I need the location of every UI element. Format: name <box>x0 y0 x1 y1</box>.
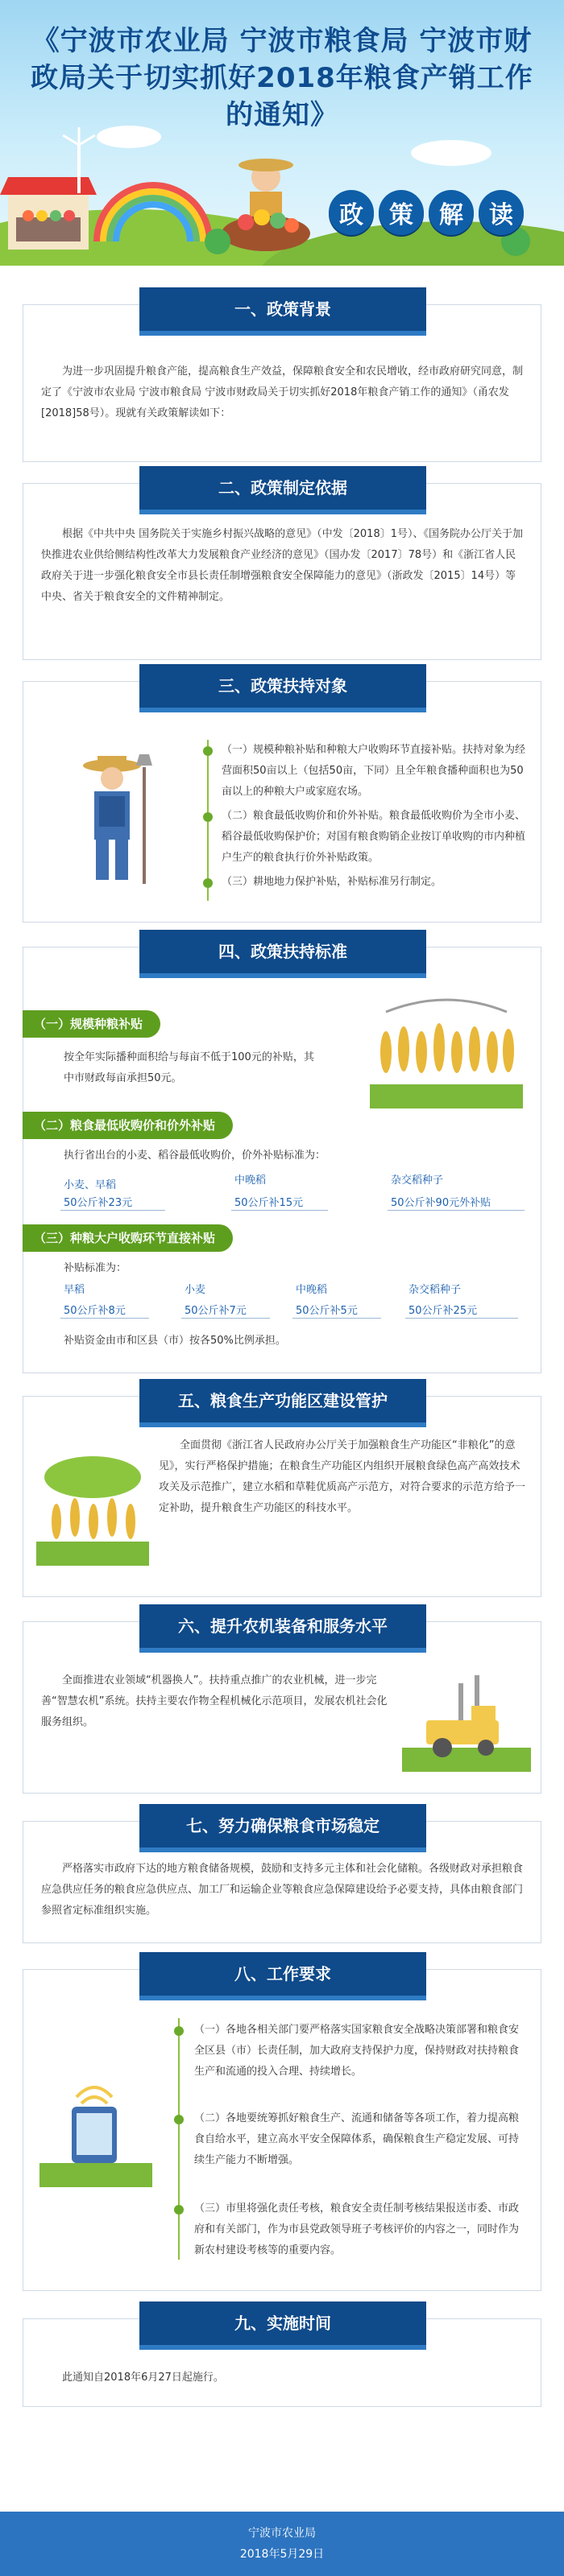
divider <box>60 1318 149 1319</box>
section-standards <box>23 942 541 1373</box>
crop-name: 小麦 <box>185 1284 206 1296</box>
divider <box>60 1210 165 1211</box>
smart-farming-icon <box>39 2074 152 2187</box>
subsidy-value: 50公斤补8元 <box>64 1305 126 1317</box>
section-requirements <box>23 1964 541 2291</box>
footer-org: 宁波市农业局 <box>248 2527 316 2540</box>
subsidy-value: 50公斤补25元 <box>408 1305 478 1317</box>
crop-name: 杂交稻种子 <box>391 1174 444 1187</box>
farmer-icon <box>56 751 176 888</box>
subsidy-value: 50公斤补23元 <box>64 1197 133 1209</box>
policy-interpretation-badge <box>329 190 524 235</box>
section-heading: 八、工作要求 <box>139 1952 426 1996</box>
divider <box>405 1318 518 1319</box>
section-text: 此通知自2018年6月27日起施行。 <box>62 2372 224 2384</box>
subsidy-value: 50公斤补90元外补贴 <box>391 1197 491 1209</box>
crop-name: 早稻 <box>64 1284 85 1296</box>
crop-name: 小麦、早稻 <box>64 1179 117 1191</box>
badge-char: 读 <box>479 190 524 235</box>
header-banner <box>0 0 564 266</box>
timeline-dot <box>174 2115 184 2124</box>
footer <box>0 2512 564 2576</box>
section-heading: 九、实施时间 <box>139 2301 426 2345</box>
section-heading: 五、粮食生产功能区建设管护 <box>139 1379 426 1422</box>
section-effective-date <box>23 2314 541 2407</box>
funding-note: 补贴资金由市和区县（市）按各50%比例承担。 <box>64 1335 286 1347</box>
section-text: 为进一步巩固提升粮食产能，提高粮食生产效益，保障粮食安全和农民增收，经市政府研究同意，制定了《宁波市农业局 宁波市粮食局 宁波市财政局关于切实抓好2018年粮食产销工作的通知》（甬农发[2018]58号）。现就有关政策解读如下： <box>41 365 524 419</box>
subsection-text: 补贴标准为： <box>64 1262 127 1274</box>
subsection-label: （二）粮食最低收购价和价外补贴 <box>23 1112 233 1139</box>
timeline-dot <box>203 812 213 822</box>
divider <box>231 1210 328 1211</box>
footer-date: 2018年5月29日 <box>239 2548 325 2561</box>
subsidy-value: 50公斤补5元 <box>296 1305 358 1317</box>
subsidy-value: 50公斤补7元 <box>185 1305 247 1317</box>
section-text: 全面推进农业领域“机器换人”。扶持重点推广的农业机械，进一步完善“智慧农机”系统。扶持主要农作物全程机械化示范项目，发展农机社会化服务组织。 <box>41 1674 388 1728</box>
section-functional-zone <box>23 1391 541 1597</box>
section-heading: 一、政策背景 <box>139 287 426 331</box>
target-item: （二）粮食最低收购价和价外补贴。粮食最低收购价为全市小麦、稻谷最低收购保护价；对国有粮食购销企业按订单收购的市内种植户生产的粮食执行价外补贴政策。 <box>222 810 526 864</box>
target-item: （三）耕地地力保护补贴，补贴标准另行制定。 <box>222 876 442 888</box>
badge-char: 政 <box>329 190 374 235</box>
divider <box>292 1318 381 1319</box>
grain-icon <box>36 1445 149 1566</box>
section-background <box>23 299 541 462</box>
section-heading: 七、努力确保粮食市场稳定 <box>139 1804 426 1847</box>
timeline-line <box>178 2018 180 2260</box>
timeline-dot <box>203 746 213 756</box>
section-machinery <box>23 1616 541 1794</box>
divider <box>388 1210 525 1211</box>
subsection-label: （三）种粮大户收购环节直接补贴 <box>23 1224 233 1252</box>
requirement-item: （三）市里将强化责任考核，粮食安全责任制考核结果报送市委、市政府和有关部门，作为市县党政领导班子考核评价的内容之一，同时作为新农村建设考核等的重要内容。 <box>194 2202 520 2256</box>
divider <box>181 1318 270 1319</box>
timeline-dot <box>174 2026 184 2036</box>
subsidy-value: 50公斤补15元 <box>234 1197 304 1209</box>
section-basis <box>23 478 541 660</box>
badge-char: 解 <box>429 190 474 235</box>
wheat-field-icon <box>370 996 523 1108</box>
crop-name: 杂交稻种子 <box>408 1284 462 1296</box>
page-title: 《宁波市农业局 宁波市粮食局 宁波市财政局关于切实抓好2018年粮食产销工作的通知》 <box>31 25 533 131</box>
section-targets <box>23 676 541 923</box>
subsection-label: （一）规模种粮补贴 <box>23 1010 160 1038</box>
crop-name: 中晚稻 <box>296 1284 328 1296</box>
subsection-text: 执行省出台的小麦、稻谷最低收购价，价外补贴标准为： <box>64 1150 326 1162</box>
section-text: 全面贯彻《浙江省人民政府办公厅关于加强粮食生产功能区“非粮化”的意见》，实行严格保护措施；在粮食生产功能区内组织开展粮食绿色高产高效技术攻关及示范推广，建立水稻和草鞋优质高产示范方，对符合要求的示范方给予一定补助，提升粮食生产功能区的科技水平。 <box>159 1439 526 1514</box>
target-item: （一）规模种粮补贴和种粮大户收购环节直接补贴。扶持对象为经营面积50亩以上（包括50亩，下同）且全年粮食播种面积也为50亩以上的种粮大户或家庭农场。 <box>222 744 526 798</box>
requirement-item: （二）各地要统筹抓好粮食生产、流通和储备等各项工作，着力提高粮食自给水平，建立高水平安全保障体系，确保粮食生产稳定发展、可持续生产能力不断增强。 <box>194 2112 520 2166</box>
section-heading: 三、政策扶持对象 <box>139 664 426 708</box>
timeline-dot <box>174 2205 184 2215</box>
requirement-item: （一）各地各相关部门要严格落实国家粮食安全战略决策部署和粮食安全区县（市）长责任制，加大政府支持保护力度，保持财政对扶持粮食生产和流通的投入合理、持续增长。 <box>194 2024 520 2078</box>
section-market <box>23 1816 541 1943</box>
subsection-text: 按全年实际播种面积给与每亩不低于100元的补贴，其中市财政每亩承担50元。 <box>64 1051 314 1084</box>
badge-char: 策 <box>379 190 424 235</box>
section-text: 根据《中共中央 国务院关于实施乡村振兴战略的意见》（中发〔2018〕1号）、《国务院办公厅关于加快推进农业供给侧结构性改革大力发展粮食产业经济的意见》（国办发〔2017〕78号）和《浙江省人民政府关于进一步强化粮食安全市县长责任制增强粮食安全保障能力的意见》（浙政发〔2015〕14号）等中央、省关于粮食安全的文件精神制定。 <box>41 528 523 603</box>
harvester-icon <box>402 1667 531 1772</box>
crop-name: 中晚稻 <box>234 1174 267 1187</box>
section-heading: 六、提升农机装备和服务水平 <box>139 1604 426 1648</box>
section-heading: 四、政策扶持标准 <box>139 930 426 973</box>
section-text: 严格落实市政府下达的地方粮食储备规模，鼓励和支持多元主体和社会化储粮。各级财政对承担粮食应急供应任务的粮食应急供应点、加工厂和运输企业等粮食应急保障建设给予必要支持，具体由粮食部门参照省定标准组织实施。 <box>41 1863 524 1917</box>
timeline-dot <box>203 878 213 888</box>
section-heading: 二、政策制定依据 <box>139 466 426 510</box>
